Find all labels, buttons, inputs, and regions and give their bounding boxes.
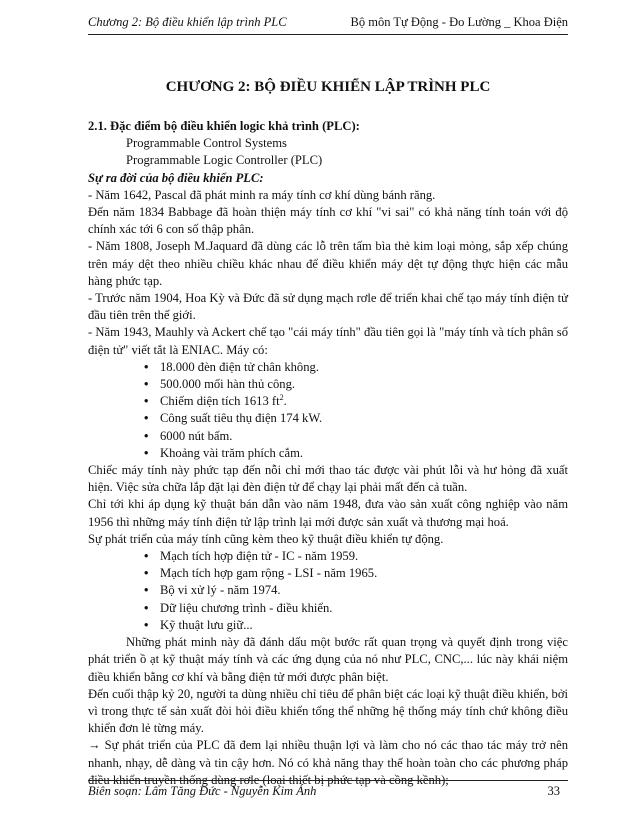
paragraph: Đến cuối thập kỷ 20, người ta dùng nhiều chỉ tiêu để phân biệt các loại kỹ thuật điều khiển, bởi vì trong thực tế sản xuất đòi hỏi điều khiển tổng thể những hệ thống máy tính chứ không điều khiển đơn lẻ từng máy. — [88, 686, 568, 736]
area-superscript: 2 — [279, 393, 284, 403]
area-end: . — [283, 394, 287, 409]
paragraph: Đến năm 1834 Babbage đã hoàn thiện máy tính cơ khí "vi sai" có khả năng tính toán với độ chính xác tới 6 con số thập phân. — [88, 205, 568, 237]
list-item: • Mạch tích hợp gam rộng - LSI - năm 1965. — [144, 565, 568, 582]
paragraph: → Sự phát triển của PLC đã đem lại nhiều thuận lợi và làm cho nó các thao tác máy trở nên nhanh, nhạy, dễ dàng và tin cậy hơn. Nó có khả năng thay thế hoàn toàn cho các phương pháp điều khiển truyền thống dùng rơle (loại thiết bị phức tạp và cồng kềnh); — [88, 738, 568, 787]
paragraph: Chiếc máy tính này phức tạp đến nỗi chỉ mới thao tác được vài phút lỗi và hư hỏng đã xuất hiện. Việc sửa chữa lắp đặt lại đèn điện tử để chạy lại phải mất đến cả tuần. — [88, 463, 568, 495]
subheading: Sự ra đời của bộ điều khiển PLC: — [88, 170, 264, 185]
paragraph: Những phát minh này đã đánh dấu một bước rất quan trọng và quyết định trong việc phát triển ồ ạt kỹ thuật máy tính và các ứng dụng của nó như PLC, CNC,... lúc này khái niệm điều khiển bằng cơ khí và bằng điện tử mới được phân biệt. — [88, 635, 568, 684]
list-item — [144, 393, 568, 410]
list-item: • Kỹ thuật lưu giữ... — [144, 617, 568, 634]
list-item: • Khoảng vài trăm phích cắm. — [144, 445, 568, 462]
eniac-list — [88, 359, 568, 462]
paragraph: Sự phát triển của máy tính cũng kèm theo kỹ thuật điều khiển tự động. — [88, 531, 444, 546]
section-heading: 2.1. Đặc điểm bộ điều khiển logic khả trình (PLC): — [88, 119, 360, 133]
page-number: 33 — [547, 784, 560, 798]
chapter-title: CHƯƠNG 2: BỘ ĐIỀU KHIỂN LẬP TRÌNH PLC — [165, 79, 491, 95]
paragraph: - Năm 1943, Mauhly và Ackert chế tạo "cái máy tính" đầu tiên gọi là "máy tính và tích phân số điện tử" viết tắt là ENIAC. Máy có: — [88, 325, 568, 357]
list-item: • Mạch tích hợp điện tử - IC - năm 1959. — [144, 548, 568, 565]
header-chapter: Chương 2: Bộ điều khiển lập trình PLC — [88, 15, 287, 29]
paragraph: - Trước năm 1904, Hoa Kỳ và Đức đã sử dụng mạch rơle để triển khai chế tạo máy tính điện tử đầu tiên trên thế giới. — [88, 291, 568, 323]
definition-line: Programmable Logic Controller (PLC) — [126, 153, 323, 168]
list-item: • 6000 nút bấm. — [144, 428, 568, 445]
list-item: • 18.000 đèn điện tử chân không. — [144, 359, 568, 376]
page-header — [88, 12, 568, 35]
page-content — [88, 78, 568, 789]
paragraph: Chỉ tới khi áp dụng kỹ thuật bán dẫn vào năm 1948, đưa vào sản xuất công nghiệp vào năm 1956 thì những máy tính điện tử lập trình lại mới được sản xuất và thương mại hoá. — [88, 497, 568, 529]
list-item: • 500.000 mối hàn thủ công. — [144, 376, 568, 393]
technology-list — [88, 548, 568, 634]
definition-line: Programmable Control Systems — [126, 136, 287, 151]
list-item: • Dữ liệu chương trình - điều khiển. — [144, 600, 568, 617]
list-item: • Công suất tiêu thụ điện 174 kW. — [144, 410, 568, 427]
header-department: Bộ môn Tự Động - Đo Lường _ Khoa Điện — [350, 15, 568, 29]
footer-authors: Biên soạn: Lâm Tăng Đức - Nguyễn Kim Ánh — [88, 784, 317, 798]
page-footer — [88, 780, 568, 803]
area-text: Chiếm diện tích 1613 ft — [160, 394, 280, 409]
list-item: • Bộ vi xử lý - năm 1974. — [144, 582, 568, 599]
paragraph: - Năm 1808, Joseph M.Jaquard đã dùng các lỗ trên tấm bìa thẻ kim loại mỏng, sắp xếp chúng trên máy dệt theo nhiều chiều khác nhau để điều khiển máy dệt tự động thực hiện các mẫu hàng phức tạp. — [88, 239, 568, 288]
paragraph: - Năm 1642, Pascal đã phát minh ra máy tính cơ khí dùng bánh răng. — [88, 187, 436, 202]
